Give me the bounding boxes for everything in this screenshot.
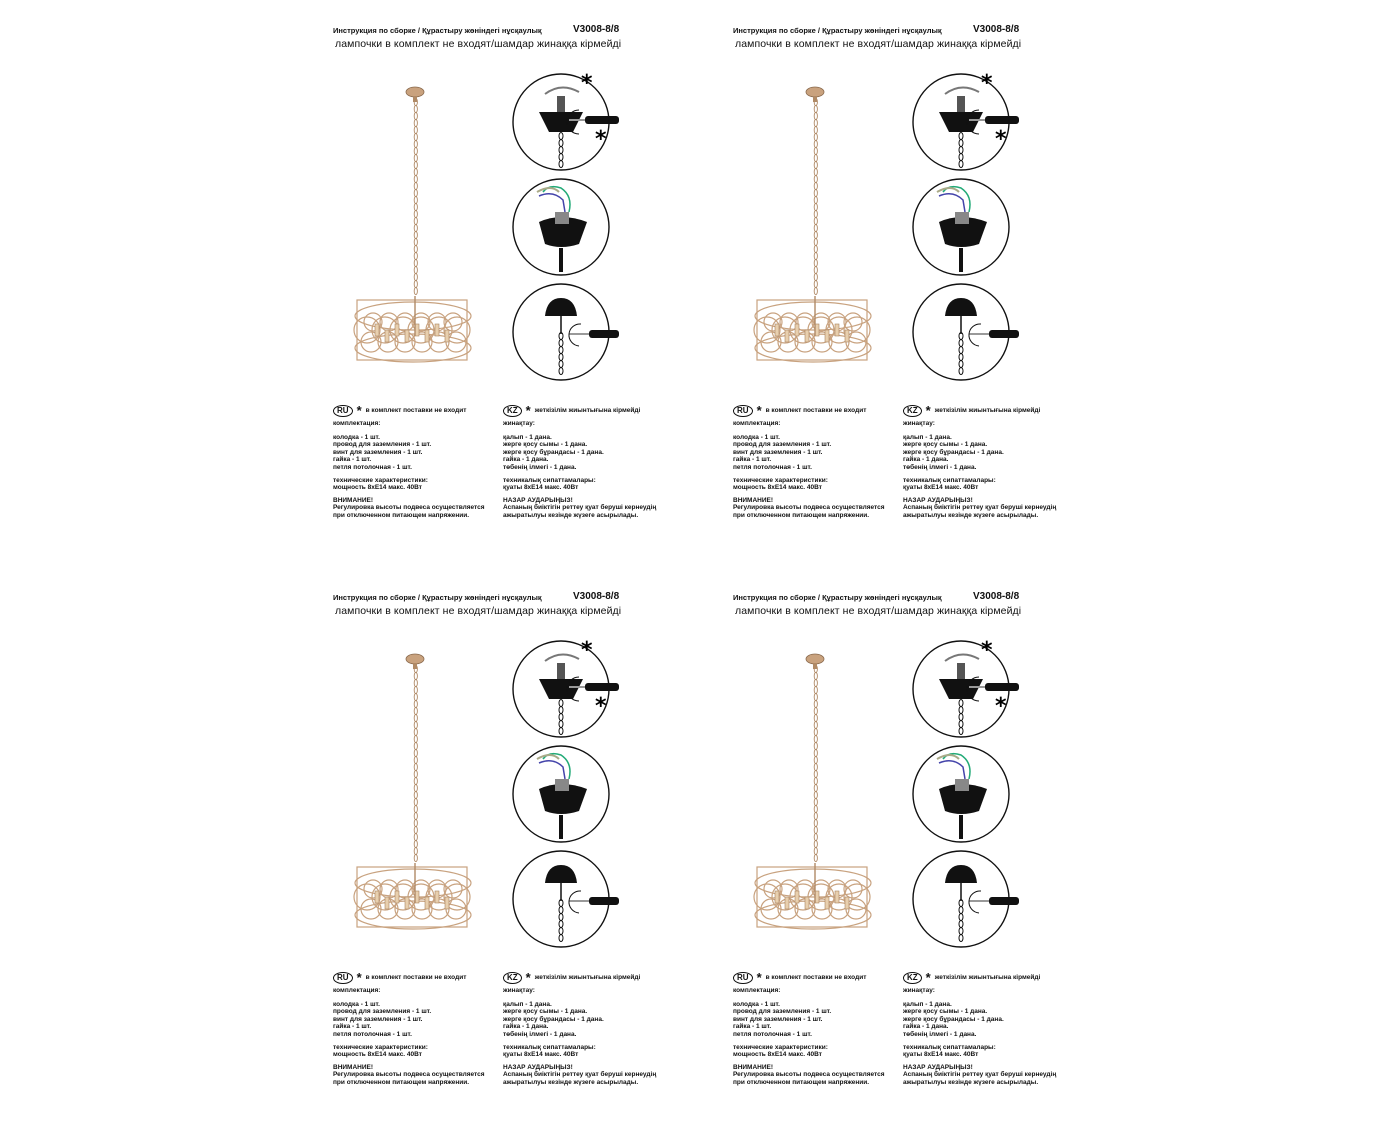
asterisk-icon: * [925, 970, 931, 985]
kz-warning-line: Аспаның биіктігін реттеу қуат беруші кернеудің [903, 1071, 1057, 1079]
kz-kit-item: жерге қосу бұрандасы - 1 дана. [503, 448, 604, 456]
asterisk-icon: * [925, 403, 931, 418]
kz-tech-label: техникалық сипаттамалары: [903, 476, 996, 484]
svg-text:*: * [581, 639, 593, 663]
kz-kit-item: жерге қосу сымы - 1 дана. [503, 441, 588, 449]
ru-warning-line: при отключенном питающем напряжении. [733, 511, 870, 519]
step-3-diagram [913, 851, 1019, 947]
chandelier-figure [753, 86, 873, 386]
asterisk-icon: * [756, 403, 762, 418]
kz-kit-item: төбенің ілмегі - 1 дана. [903, 1030, 977, 1038]
kz-badge: KZ [903, 972, 922, 984]
kz-kit-item: жерге қосу сымы - 1 дана. [903, 1008, 988, 1016]
kz-kit-item: гайка - 1 дана. [503, 456, 549, 464]
ru-kit-item: винт для заземления - 1 шт. [733, 448, 823, 456]
ru-tech-label: технические характеристики: [733, 476, 828, 484]
ru-warning-line: Регулировка высоты подвеса осуществляется [733, 504, 885, 512]
kz-kit-item: жерге қосу сымы - 1 дана. [903, 441, 988, 449]
kz-section [503, 404, 678, 520]
kz-warning-line: Аспаның биіктігін реттеу қуат беруші кернеудің [503, 504, 657, 512]
ru-kit-label: комплектация: [733, 420, 781, 427]
ru-kit-item: колодка - 1 шт. [333, 1000, 380, 1008]
kz-kit-item: гайка - 1 дана. [903, 1023, 949, 1031]
ru-kit-item: петля потолочная - 1 шт. [733, 1030, 812, 1038]
svg-text:*: * [995, 694, 1007, 719]
svg-text:*: * [595, 694, 607, 719]
model-number: V3008-8/8 [973, 591, 1020, 602]
ru-badge: RU [733, 405, 753, 417]
sheet-subtitle: лампочки в комплект не входят/шамдар жинаққа кірмейді [335, 605, 622, 617]
kz-tech-label: техникалық сипаттамалары: [903, 1043, 996, 1051]
ru-kit-label: комплектация: [333, 420, 381, 427]
ru-note: в комплект поставки не входит [765, 407, 867, 415]
kz-warning-label: НАЗАР АУДАРЫҢЫЗ! [503, 1063, 573, 1071]
kz-kit-item: жерге қосу бұрандасы - 1 дана. [903, 448, 1004, 456]
sheet-title: Инструкция по сборке / Құрастыру жөніндегі нұсқаулық [333, 26, 542, 35]
ru-kit-item: гайка - 1 шт. [333, 1023, 372, 1031]
kz-badge: KZ [903, 405, 922, 417]
sheet-title: Инструкция по сборке / Құрастыру жөніндегі нұсқаулық [733, 593, 942, 602]
kz-note: жеткізілім жиынтығына кірмейді [534, 407, 641, 415]
ru-kit-item: провод для заземления - 1 шт. [733, 1008, 832, 1016]
ru-tech-value: мощность 8хЕ14 макс. 40Вт [733, 484, 822, 492]
kz-warning-line: ажыратылуы кезінде жүзеге асырылады. [503, 1078, 639, 1086]
svg-text:*: * [581, 72, 593, 96]
chandelier-illustration [753, 86, 873, 386]
ru-kit-item: петля потолочная - 1 шт. [733, 463, 812, 471]
kz-warning-line: Аспаның биіктігін реттеу қуат беруші кернеудің [903, 504, 1057, 512]
ru-section [333, 404, 503, 520]
kz-note: жеткізілім жиынтығына кірмейді [934, 407, 1041, 415]
kz-section [903, 404, 1078, 520]
ru-kit-item: гайка - 1 шт. [733, 1023, 772, 1031]
ru-kit-label: комплектация: [333, 987, 381, 994]
kz-kit-item: жерге қосу сымы - 1 дана. [503, 1008, 588, 1016]
ru-kit-item: колодка - 1 шт. [333, 433, 380, 441]
svg-text:*: * [981, 72, 993, 96]
assembly-steps-diagram [509, 72, 624, 382]
kz-kit-label: жинақтау: [903, 420, 935, 427]
kz-badge: KZ [503, 405, 522, 417]
kz-kit-item: гайка - 1 дана. [903, 456, 949, 464]
asterisk-icon: * [356, 970, 362, 985]
step-2-diagram [513, 179, 609, 275]
kz-section [503, 971, 678, 1087]
kz-kit-item: гайка - 1 дана. [503, 1023, 549, 1031]
ru-tech-value: мощность 8хЕ14 макс. 40Вт [733, 1051, 822, 1059]
ru-badge: RU [333, 972, 353, 984]
ru-kit-item: провод для заземления - 1 шт. [733, 441, 832, 449]
step-3-diagram [913, 284, 1019, 380]
kz-section [903, 971, 1078, 1087]
sheet-subtitle: лампочки в комплект не входят/шамдар жинаққа кірмейді [335, 38, 622, 50]
assembly-steps-diagram [909, 639, 1024, 949]
ru-warning-label: ВНИМАНИЕ! [733, 1063, 774, 1071]
ru-warning-line: при отключенном питающем напряжении. [733, 1078, 870, 1086]
kz-kit-label: жинақтау: [503, 420, 535, 427]
ru-kit-item: винт для заземления - 1 шт. [733, 1015, 823, 1023]
kz-kit-item: жерге қосу бұрандасы - 1 дана. [903, 1015, 1004, 1023]
ru-tech-value: мощность 8хЕ14 макс. 40Вт [333, 1051, 422, 1059]
chandelier-illustration [753, 653, 873, 953]
kz-warning-label: НАЗАР АУДАРЫҢЫЗ! [903, 1063, 973, 1071]
step-2-diagram [913, 179, 1009, 275]
step-1-diagram [913, 72, 1019, 170]
ru-kit-item: гайка - 1 шт. [333, 456, 372, 464]
ru-kit-item: провод для заземления - 1 шт. [333, 1008, 432, 1016]
ru-section [733, 404, 903, 520]
ru-warning-label: ВНИМАНИЕ! [333, 1063, 374, 1071]
chandelier-figure [753, 653, 873, 953]
svg-text:*: * [595, 127, 607, 152]
kz-warning-line: ажыратылуы кезінде жүзеге асырылады. [903, 511, 1039, 519]
assembly-steps [909, 639, 1024, 949]
ru-tech-value: мощность 8хЕ14 макс. 40Вт [333, 484, 422, 492]
model-number: V3008-8/8 [973, 24, 1020, 35]
assembly-steps [509, 639, 624, 949]
assembly-steps-diagram [509, 639, 624, 949]
assembly-steps [509, 72, 624, 382]
ru-kit-label: комплектация: [733, 987, 781, 994]
step-1-diagram [913, 639, 1019, 737]
ru-kit-item: колодка - 1 шт. [733, 1000, 780, 1008]
kz-kit-item: төбенің ілмегі - 1 дана. [903, 463, 977, 471]
kz-warning-line: ажыратылуы кезінде жүзеге асырылады. [903, 1078, 1039, 1086]
svg-text:*: * [995, 127, 1007, 152]
model-number: V3008-8/8 [573, 24, 620, 35]
chandelier-figure [353, 653, 473, 953]
sheet-subtitle: лампочки в комплект не входят/шамдар жинаққа кірмейді [735, 38, 1022, 50]
sheet-title: Инструкция по сборке / Құрастыру жөніндегі нұсқаулық [733, 26, 942, 35]
kz-warning-line: Аспаның биіктігін реттеу қуат беруші кернеудің [503, 1071, 657, 1079]
ru-note: в комплект поставки не входит [765, 974, 867, 982]
chandelier-illustration [353, 653, 473, 953]
kz-kit-item: қалып - 1 дана. [503, 433, 552, 441]
kz-kit-item: қалып - 1 дана. [903, 1000, 952, 1008]
ru-section [733, 971, 903, 1087]
kz-kit-item: қалып - 1 дана. [903, 433, 952, 441]
step-2-diagram [513, 746, 609, 842]
ru-note: в комплект поставки не входит [365, 974, 467, 982]
kz-note: жеткізілім жиынтығына кірмейді [934, 974, 1041, 982]
ru-kit-item: колодка - 1 шт. [733, 433, 780, 441]
ru-tech-label: технические характеристики: [733, 1043, 828, 1051]
chandelier-figure [353, 86, 473, 386]
step-1-diagram [513, 72, 619, 170]
asterisk-icon: * [525, 970, 531, 985]
kz-tech-value: қуаты 8хЕ14 макс. 40Вт [503, 484, 579, 492]
kz-tech-label: техникалық сипаттамалары: [503, 476, 596, 484]
assembly-steps-diagram [909, 72, 1024, 382]
kz-tech-value: қуаты 8хЕ14 макс. 40Вт [903, 1051, 979, 1059]
step-3-diagram [513, 851, 619, 947]
kz-kit-label: жинақтау: [903, 987, 935, 994]
kz-kit-item: жерге қосу бұрандасы - 1 дана. [503, 1015, 604, 1023]
kz-kit-item: төбенің ілмегі - 1 дана. [503, 1030, 577, 1038]
ru-note: в комплект поставки не входит [365, 407, 467, 415]
kz-warning-label: НАЗАР АУДАРЫҢЫЗ! [903, 496, 973, 504]
ru-badge: RU [733, 972, 753, 984]
kz-badge: KZ [503, 972, 522, 984]
asterisk-icon: * [356, 403, 362, 418]
chandelier-illustration [353, 86, 473, 386]
sheet-title: Инструкция по сборке / Құрастыру жөніндегі нұсқаулық [333, 593, 542, 602]
ru-kit-item: провод для заземления - 1 шт. [333, 441, 432, 449]
kz-warning-line: ажыратылуы кезінде жүзеге асырылады. [503, 511, 639, 519]
ru-warning-line: Регулировка высоты подвеса осуществляется [333, 504, 485, 512]
ru-warning-line: Регулировка высоты подвеса осуществляется [733, 1071, 885, 1079]
ru-warning-line: при отключенном питающем напряжении. [333, 1078, 470, 1086]
ru-warning-label: ВНИМАНИЕ! [333, 496, 374, 504]
kz-warning-label: НАЗАР АУДАРЫҢЫЗ! [503, 496, 573, 504]
ru-kit-item: винт для заземления - 1 шт. [333, 1015, 423, 1023]
step-2-diagram [913, 746, 1009, 842]
ru-section [333, 971, 503, 1087]
asterisk-icon: * [525, 403, 531, 418]
model-number: V3008-8/8 [573, 591, 620, 602]
kz-kit-label: жинақтау: [503, 987, 535, 994]
ru-warning-line: Регулировка высоты подвеса осуществляется [333, 1071, 485, 1079]
instruction-sheet [333, 26, 733, 566]
instruction-sheet [733, 593, 1133, 1133]
kz-tech-label: техникалық сипаттамалары: [503, 1043, 596, 1051]
ru-kit-item: петля потолочная - 1 шт. [333, 1030, 412, 1038]
ru-warning-line: при отключенном питающем напряжении. [333, 511, 470, 519]
kz-kit-item: төбенің ілмегі - 1 дана. [503, 463, 577, 471]
step-1-diagram [513, 639, 619, 737]
kz-tech-value: қуаты 8хЕ14 макс. 40Вт [903, 484, 979, 492]
ru-kit-item: петля потолочная - 1 шт. [333, 463, 412, 471]
ru-warning-label: ВНИМАНИЕ! [733, 496, 774, 504]
kz-note: жеткізілім жиынтығына кірмейді [534, 974, 641, 982]
instruction-sheet [333, 593, 733, 1133]
ru-badge: RU [333, 405, 353, 417]
ru-tech-label: технические характеристики: [333, 476, 428, 484]
ru-kit-item: винт для заземления - 1 шт. [333, 448, 423, 456]
kz-kit-item: қалып - 1 дана. [503, 1000, 552, 1008]
sheet-subtitle: лампочки в комплект не входят/шамдар жинаққа кірмейді [735, 605, 1022, 617]
svg-text:*: * [981, 639, 993, 663]
kz-tech-value: қуаты 8хЕ14 макс. 40Вт [503, 1051, 579, 1059]
assembly-steps [909, 72, 1024, 382]
step-3-diagram [513, 284, 619, 380]
ru-tech-label: технические характеристики: [333, 1043, 428, 1051]
asterisk-icon: * [756, 970, 762, 985]
ru-kit-item: гайка - 1 шт. [733, 456, 772, 464]
instruction-sheet [733, 26, 1133, 566]
